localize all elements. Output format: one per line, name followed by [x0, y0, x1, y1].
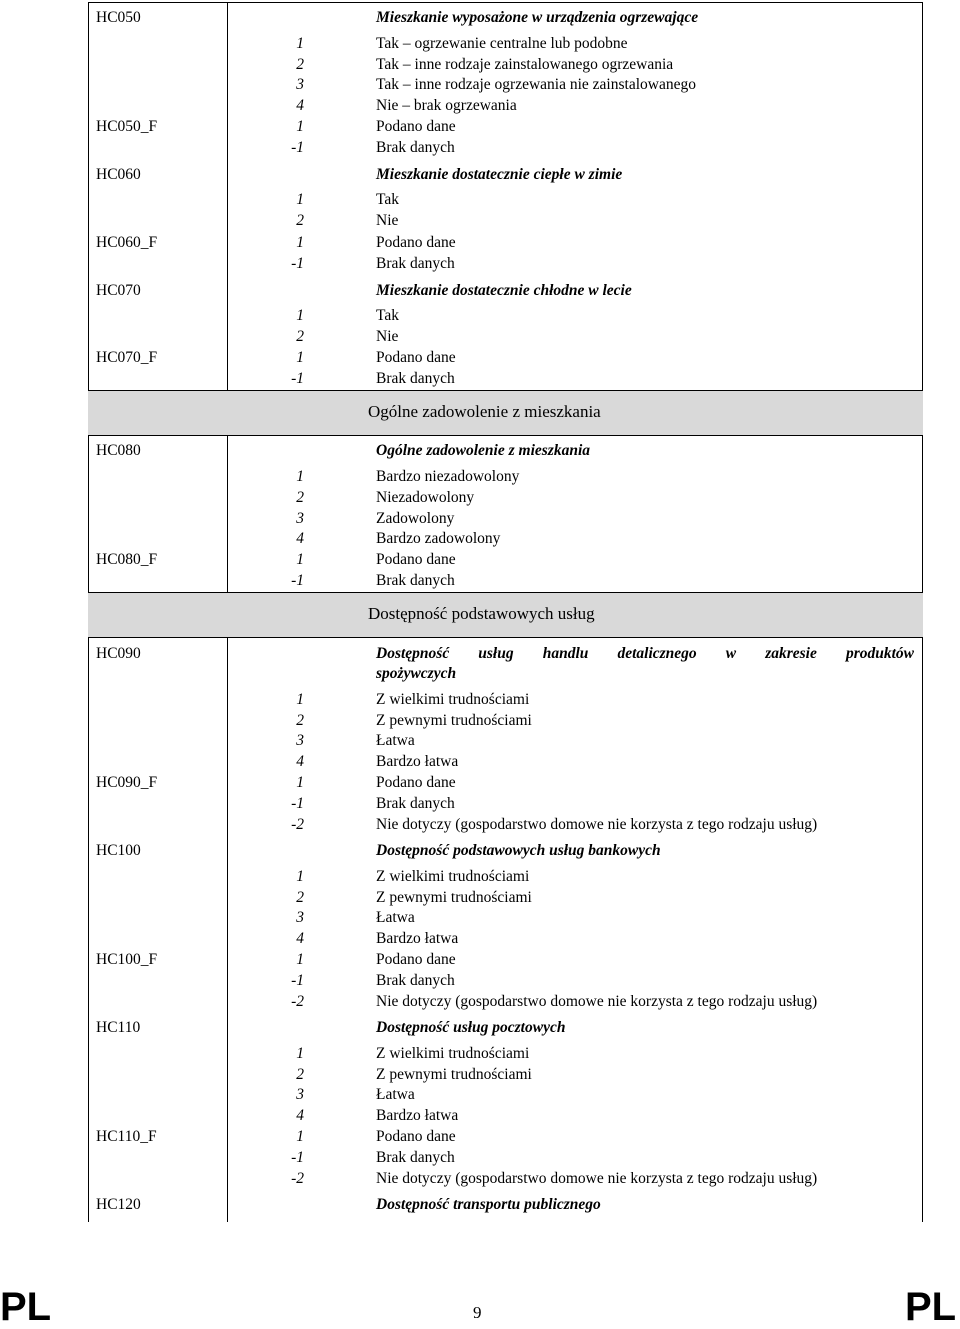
answer-label: Tak	[376, 307, 400, 324]
variable-code: HC090	[96, 645, 141, 662]
answer-code: 1	[296, 349, 304, 366]
answer-code: 3	[296, 76, 304, 93]
answer-code: 3	[296, 909, 304, 926]
answer-label: Bardzo niezadowolony	[376, 468, 520, 485]
answer-label: Z pewnymi trudnościami	[376, 1066, 532, 1083]
answer-code: 1	[296, 191, 304, 208]
variable-code: HC080	[96, 442, 141, 459]
answer-label: Nie	[376, 328, 399, 345]
footer-right-mark: PL	[905, 1285, 957, 1329]
answer-label: Nie dotyczy (gospodarstwo domowe nie korzysta z tego rodzaju usług)	[376, 816, 818, 833]
answer-label: Zadowolony	[376, 510, 455, 527]
answer-code: 2	[296, 212, 304, 229]
answer-code: -1	[291, 1149, 304, 1166]
answer-label: Tak – ogrzewanie centralne lub podobne	[376, 35, 628, 52]
answer-label: Łatwa	[376, 1086, 415, 1103]
question-text: Dostępność transportu publicznego	[376, 1196, 601, 1213]
answer-code: 1	[296, 1128, 304, 1145]
variable-code: HC070_F	[96, 349, 158, 366]
answer-code: 3	[296, 1086, 304, 1103]
variable-code: HC080_F	[96, 551, 158, 568]
answer-code: 1	[296, 118, 304, 135]
variable-code: HC060	[96, 166, 141, 183]
answer-label: Podano dane	[376, 234, 456, 251]
answer-label: Nie dotyczy (gospodarstwo domowe nie korzysta z tego rodzaju usług)	[376, 1170, 818, 1187]
answer-label: Łatwa	[376, 909, 415, 926]
answer-code: 4	[296, 97, 304, 114]
question-text: Dostępność podstawowych usług bankowych	[376, 842, 661, 859]
answer-code: -1	[291, 370, 304, 387]
answer-label: Brak danych	[376, 370, 455, 387]
answer-code: -1	[291, 972, 304, 989]
variable-code: HC110	[96, 1019, 141, 1036]
question-text: Mieszkanie dostatecznie ciepłe w zimie	[376, 166, 623, 183]
answer-code: -2	[291, 816, 304, 833]
answer-label: Nie – brak ogrzewania	[376, 97, 517, 114]
answer-label: Z wielkimi trudnościami	[376, 868, 530, 885]
answer-code: -2	[291, 1170, 304, 1187]
variable-code: HC100	[96, 842, 141, 859]
answer-label: Brak danych	[376, 972, 455, 989]
answer-code: 1	[296, 551, 304, 568]
answer-label: Brak danych	[376, 572, 455, 589]
answer-code: 2	[296, 56, 304, 73]
answer-code: 4	[296, 530, 304, 547]
variable-code: HC060_F	[96, 234, 158, 251]
answer-code: -2	[291, 993, 304, 1010]
answer-label: Podano dane	[376, 1128, 456, 1145]
question-text: Mieszkanie dostatecznie chłodne w lecie	[376, 282, 632, 299]
question-text: Mieszkanie wyposażone w urządzenia ogrzewające	[376, 9, 699, 26]
answer-code: 1	[296, 691, 304, 708]
answer-label: Z wielkimi trudnościami	[376, 691, 530, 708]
variable-code: HC100_F	[96, 951, 158, 968]
answer-label: Tak – inne rodzaje zainstalowanego ogrzewania	[376, 56, 674, 73]
answer-label: Podano dane	[376, 774, 456, 791]
answer-code: 1	[296, 868, 304, 885]
answer-code: 1	[296, 468, 304, 485]
variable-code: HC050	[96, 9, 141, 26]
answer-code: 4	[296, 753, 304, 770]
variable-code: HC120	[96, 1196, 141, 1213]
answer-label: Brak danych	[376, 255, 455, 272]
answer-code: 4	[296, 1107, 304, 1124]
answer-code: 1	[296, 307, 304, 324]
table-border-top	[88, 2, 923, 3]
answer-code: 1	[296, 35, 304, 52]
answer-label: Tak	[376, 191, 400, 208]
answer-code: -1	[291, 139, 304, 156]
answer-label: Łatwa	[376, 732, 415, 749]
answer-label: Nie dotyczy (gospodarstwo domowe nie korzysta z tego rodzaju usług)	[376, 993, 818, 1010]
answer-code: 4	[296, 930, 304, 947]
answer-label: Niezadowolony	[376, 489, 475, 506]
answer-label: Podano dane	[376, 951, 456, 968]
answer-code: 1	[296, 774, 304, 791]
variable-code: HC110_F	[96, 1128, 157, 1145]
answer-code: -1	[291, 795, 304, 812]
answer-code: 1	[296, 951, 304, 968]
question-text: Dostępność usług pocztowych	[376, 1019, 566, 1036]
footer-left-mark: PL	[0, 1285, 52, 1329]
page-number: 9	[473, 1303, 482, 1322]
answer-label: Bardzo łatwa	[376, 1107, 459, 1124]
answer-label: Brak danych	[376, 139, 455, 156]
question-text: spożywczych	[376, 665, 457, 682]
section-header-2: Dostępność podstawowych usług	[368, 604, 595, 623]
answer-label: Podano dane	[376, 349, 456, 366]
answer-code: 1	[296, 1045, 304, 1062]
answer-code: 1	[296, 234, 304, 251]
answer-label: Brak danych	[376, 1149, 455, 1166]
answer-code: -1	[291, 572, 304, 589]
answer-label: Nie	[376, 212, 399, 229]
answer-code: 2	[296, 889, 304, 906]
answer-label: Z pewnymi trudnościami	[376, 712, 532, 729]
answer-code: 3	[296, 732, 304, 749]
question-text: Ogólne zadowolenie z mieszkania	[376, 442, 591, 459]
answer-code: 2	[296, 1066, 304, 1083]
variable-code: HC050_F	[96, 118, 158, 135]
answer-code: 3	[296, 510, 304, 527]
answer-label: Tak – inne rodzaje ogrzewania nie zainstalowanego	[376, 76, 696, 93]
variable-code: HC070	[96, 282, 141, 299]
answer-label: Bardzo łatwa	[376, 930, 459, 947]
answer-label: Z pewnymi trudnościami	[376, 889, 532, 906]
variable-code: HC090_F	[96, 774, 158, 791]
answer-label: Podano dane	[376, 118, 456, 135]
answer-label: Brak danych	[376, 795, 455, 812]
answer-code: 2	[296, 328, 304, 345]
answer-code: 2	[296, 489, 304, 506]
answer-label: Bardzo zadowolony	[376, 530, 501, 547]
answer-label: Podano dane	[376, 551, 456, 568]
section-header-1: Ogólne zadowolenie z mieszkania	[368, 402, 601, 421]
answer-code: 2	[296, 712, 304, 729]
question-text: Dostępność usług handlu detalicznego w zakresie produktów	[376, 645, 914, 662]
answer-label: Bardzo łatwa	[376, 753, 459, 770]
answer-label: Z wielkimi trudnościami	[376, 1045, 530, 1062]
answer-code: -1	[291, 255, 304, 272]
